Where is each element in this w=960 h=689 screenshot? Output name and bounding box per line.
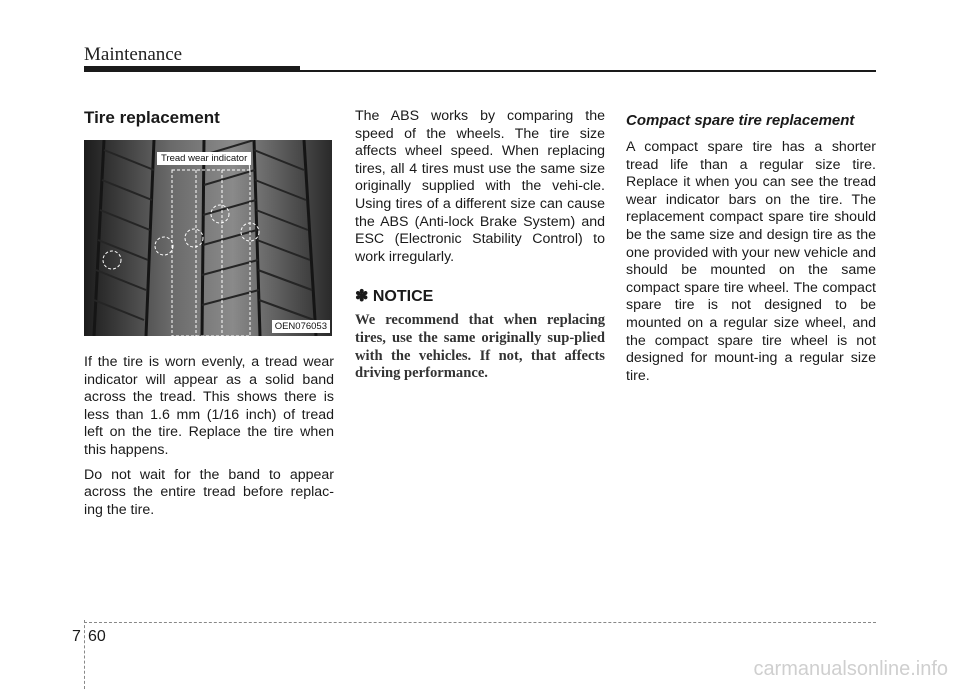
section-heading-tire-replacement: Tire replacement [84, 108, 220, 127]
tire-tread-illustration [84, 140, 332, 336]
watermark: carmanualsonline.info [753, 658, 948, 680]
footer-page-number: 60 [88, 628, 106, 645]
footer-divider [84, 622, 876, 623]
footer-vertical-divider [84, 620, 86, 689]
header-rule-thin [300, 70, 876, 72]
paragraph-tread-indicator: If the tire is worn evenly, a tread wear indicator will appear as a solid band across the tread. This shows there is less than 1.6 mm (1/16 inch) of tread left on the tire. Replace the tire when this happens. [84, 354, 334, 458]
notice-text: We recommend that when replacing tires, use the same originally sup-plied with the vehicles. If not, that affects driving performance. [355, 312, 605, 382]
header-rule-thick [84, 66, 300, 72]
notice-heading: ✽ NOTICE [355, 288, 434, 306]
column-abs [355, 108, 605, 383]
column-tire-replacement [84, 108, 334, 526]
tire-tread-figure [84, 140, 332, 336]
header-title: Maintenance [84, 44, 183, 65]
footer-chapter-number: 7 [72, 628, 81, 645]
figure-code: OEN076053 [272, 320, 330, 333]
figure-callout-label: Tread wear indicator [157, 152, 251, 165]
section-heading-compact-spare: Compact spare tire replacement [626, 112, 855, 129]
paragraph-do-not-wait: Do not wait for the band to appear across the entire tread before replac-ing the tire. [84, 466, 334, 518]
paragraph-abs: The ABS works by comparing the speed of the wheels. The tire size affects wheel speed. When replacing tires, all 4 tires must use the same size originally supplied with the vehi-cle. Using tires of a different size can cause the ABS (Anti-lock Brake System) and ESC (Electronic Stability Control) to work irregularly. [355, 108, 605, 265]
column-compact-spare [626, 108, 876, 392]
paragraph-compact-spare: A compact spare tire has a shorter tread life than a regular size tire. Replace it when you can see the tread wear indicator bars on the tire. The replacement compact spare tire should be the same size and design tire as the one provided with your new vehicle and should be mounted on the same compact spare tire wheel. The compact spare tire is not designed to be mounted on a regular size wheel, and the compact spare tire wheel is not designed for mount-ing a regular size tire. [626, 139, 876, 384]
